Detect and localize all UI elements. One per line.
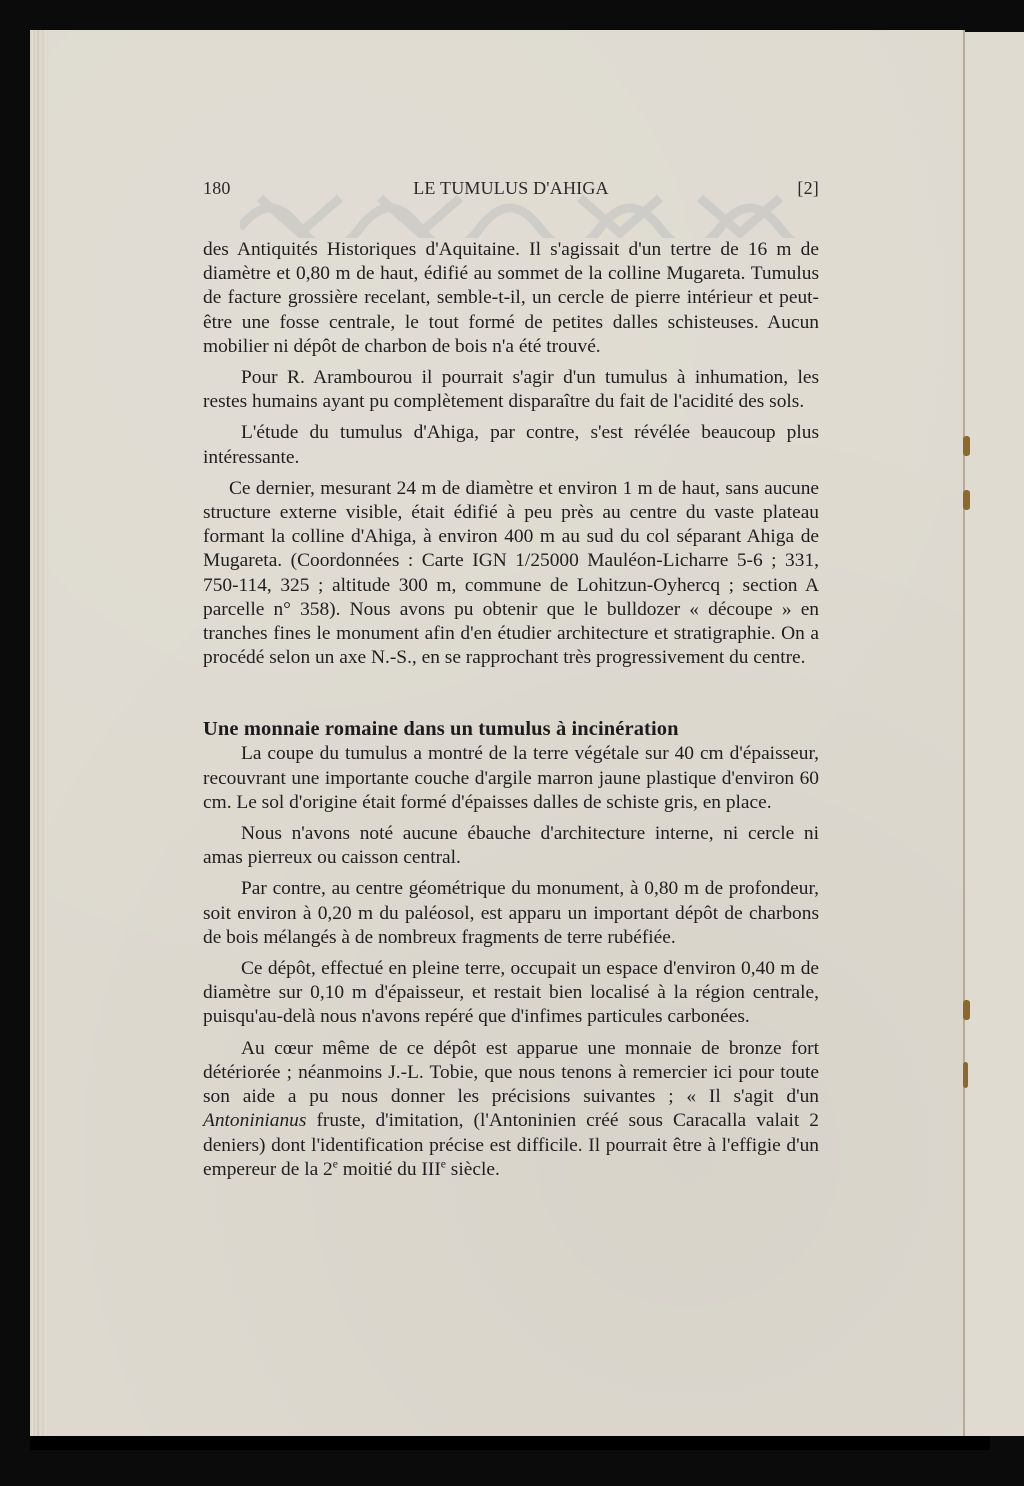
paragraph-coin-description <box>203 1037 819 1182</box>
paragraph: Ce dernier, mesurant 24 m de diamètre et environ 1 m de haut, sans aucune structure externe visible, était édifié à peu près au centre du vaste plateau formant la colline d'Ahiga, à environ 400 m au sud du col séparant Ahiga de Mugareta. (Coordonnées : Carte IGN 1/25000 Mauléon-Licharre 5-6 ; 331, 750-114, 325 ; altitude 300 m, commune de Lohitzun-Oyhercq ; section A parcelle n° 358). Nous avons pu obtenir que le bulldozer « découpe » en tranches fines le monument afin d'en étudier architecture et stratigraphie. On a procédé selon un axe N.-S., en se rapprochant très progressivement du centre. <box>203 477 819 669</box>
staple-icon <box>963 436 970 456</box>
facing-page-edge <box>965 32 1024 1436</box>
section-marker: [2] <box>797 178 819 198</box>
paragraph: L'étude du tumulus d'Ahiga, par contre, s'est révélée beaucoup plus intéressante. <box>203 422 819 468</box>
superscript: e <box>332 1157 338 1171</box>
body-text <box>203 238 819 1189</box>
page-stack-edge <box>30 30 50 1436</box>
running-title: LE TUMULUS D'AHIGA <box>413 178 609 198</box>
text-run: fruste, d'imitation, (l'Antoninien créé sous Caracalla valait 2 deniers) dont l'identification précise est difficile. Il pourrait être à l'effigie d'un empereur de la 2 <box>203 1110 819 1180</box>
paragraph: Ce dépôt, effectué en pleine terre, occupait un espace d'environ 0,40 m de diamètre sur 0,10 m d'épaisseur, et restait bien localisé à la région centrale, puisqu'au-delà nous n'avons repéré que d'infimes particules carbonées. <box>203 958 819 1028</box>
paragraph: Nous n'avons noté aucune ébauche d'architecture interne, ni cercle ni amas pierreux ou caisson central. <box>203 823 819 869</box>
text-run: Au cœur même de ce dépôt est apparue une monnaie de bronze fort détériorée ; néanmoins J.-L. Tobie, que nous tenons à remercier ici pour toute son aide a pu nous donner les précisions suivantes ; « Il s'agit d'un <box>203 1037 819 1108</box>
running-header <box>203 178 819 202</box>
paragraph: Par contre, au centre géométrique du monument, à 0,80 m de profondeur, soit environ à 0,20 m du paléosol, est apparu un important dépôt de charbons de bois mélangés à de nombreux fragments de terre rubéfiée. <box>203 878 819 948</box>
paragraph: La coupe du tumulus a montré de la terre végétale sur 40 cm d'épaisseur, recouvrant une importante couche d'argile marron jaune plastique d'environ 60 cm. Le sol d'origine était formé d'épaisses dalles de schiste gris, en place. <box>203 743 819 813</box>
page-shadow <box>30 1436 990 1450</box>
paragraph: Pour R. Arambourou il pourrait s'agir d'un tumulus à inhumation, les restes humains ayant pu complètement disparaître du fait de l'acidité des sols. <box>203 367 819 413</box>
page-number: 180 <box>203 178 231 198</box>
staple-icon <box>963 1000 970 1020</box>
text-run: moitié du III <box>337 1158 441 1180</box>
superscript: e <box>440 1157 446 1171</box>
text-run: siècle. <box>445 1158 500 1180</box>
staple-icon <box>963 490 970 510</box>
section-heading: Une monnaie romaine dans un tumulus à incinération <box>203 718 679 741</box>
staple-icon <box>963 1062 968 1088</box>
paragraph: des Antiquités Historiques d'Aquitaine. Il s'agissait d'un tertre de 16 m de diamètre et 0,80 m de haut, édifié au sommet de la colline Mugareta. Tumulus de facture grossière recelant, semble-t-il, un cercle de pierre intérieur et peut-être une fosse centrale, le tout formé de petites dalles schisteuses. Aucun mobilier ni dépôt de charbon de bois n'a été trouvé. <box>203 239 819 357</box>
italic-term: Antoninianus <box>203 1110 307 1132</box>
